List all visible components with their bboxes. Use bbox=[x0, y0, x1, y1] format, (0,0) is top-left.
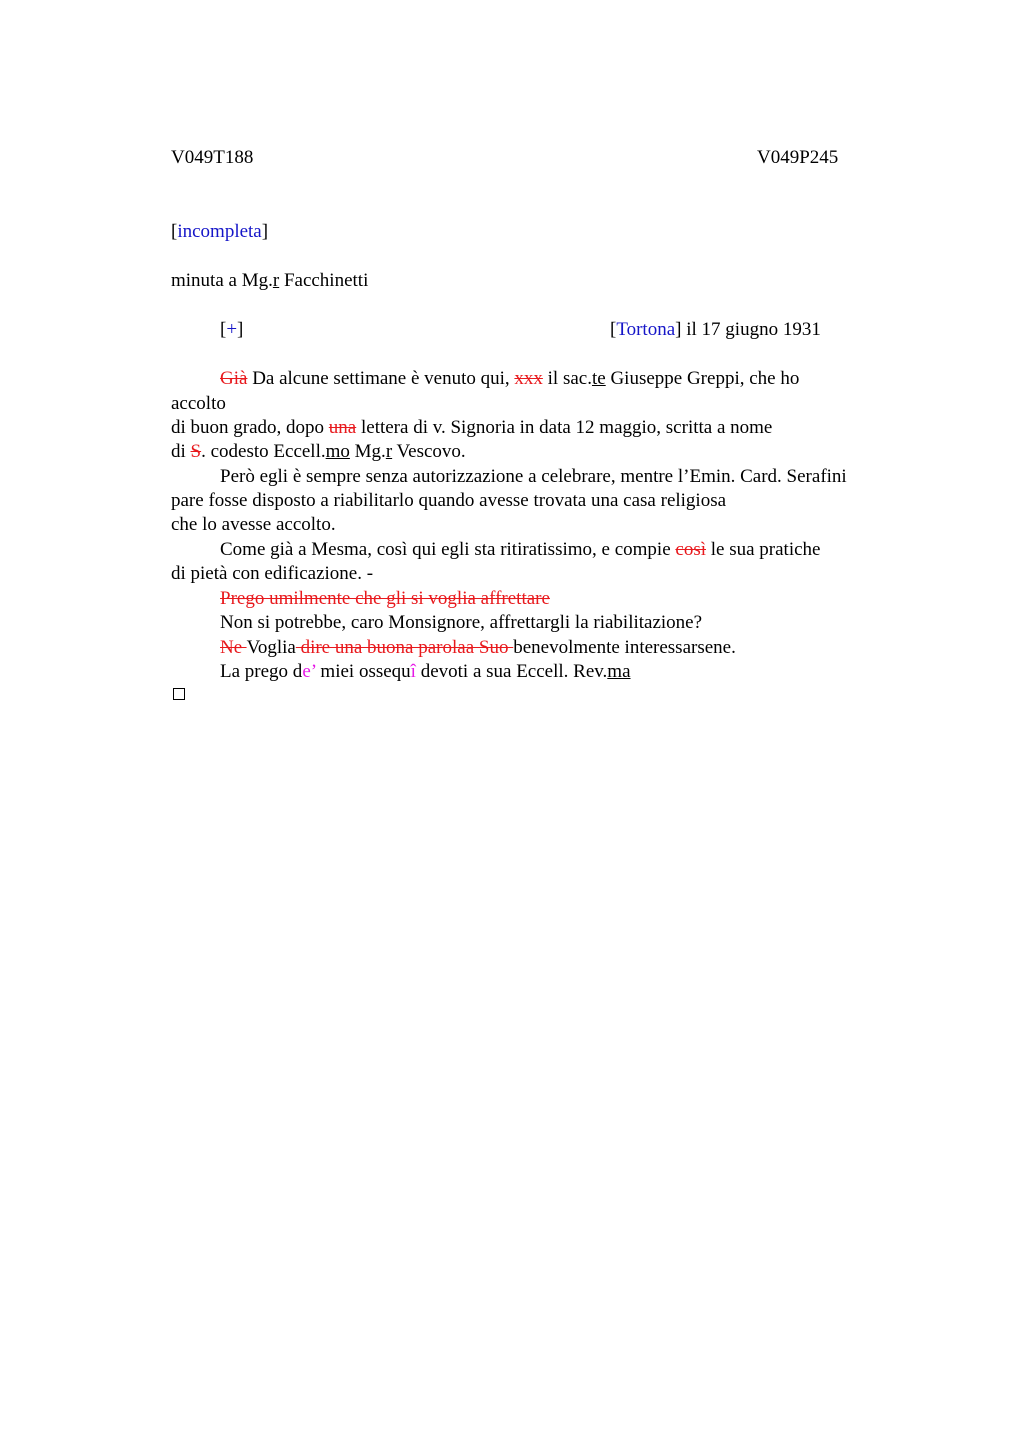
text-line: Già Da alcune settimane è venuto qui, xxx il sac.te Giuseppe Greppi, che ho bbox=[220, 368, 800, 389]
deleted-line: Prego umilmente che gli si voglia affrettare bbox=[220, 588, 550, 609]
document-code-right: V049P245 bbox=[757, 147, 839, 168]
text-line: che lo avesse accolto. bbox=[171, 514, 336, 535]
place-name: Tortona bbox=[616, 319, 676, 340]
text-line: pare fosse disposto a riabilitarlo quando avesse trovata una casa religiosa bbox=[171, 490, 727, 511]
text-line: di pietà con edificazione. - bbox=[171, 563, 374, 584]
text-line: Però egli è sempre senza autorizzazione a celebrare, mentre l’Emin. Card. Serafini bbox=[220, 466, 847, 487]
empty-square-icon bbox=[173, 688, 185, 700]
status-label: incompleta bbox=[177, 221, 262, 242]
letter-date: il 17 giugno 1931 bbox=[681, 319, 821, 340]
text-line: Non si potrebbe, caro Monsignore, affrettargli la riabilitazione? bbox=[220, 612, 703, 633]
text-line: di buon grado, dopo una lettera di v. Signoria in data 12 maggio, scritta a nome bbox=[171, 417, 773, 438]
text-line: La prego de’ miei ossequî devoti a sua Eccell. Rev.ma bbox=[220, 661, 631, 682]
cross-mark: [+] bbox=[220, 319, 244, 340]
text-line: Ne Voglia dire una buona parolaa Suo benevolmente interessarsene. bbox=[220, 637, 736, 658]
document-code-left: V049T188 bbox=[171, 147, 254, 168]
status-note: [incompleta] bbox=[171, 221, 269, 242]
text-line: Come già a Mesma, così qui egli sta ritiratissimo, e compie così le sua pratiche bbox=[220, 539, 821, 560]
document-title: minuta a Mg.r Facchinetti bbox=[171, 270, 369, 291]
text-line: di S. codesto Eccell.mo Mg.r Vescovo. bbox=[171, 441, 466, 462]
text-line: accolto bbox=[171, 393, 226, 414]
dateline: [Tortona] il 17 giugno 1931 bbox=[610, 319, 821, 340]
